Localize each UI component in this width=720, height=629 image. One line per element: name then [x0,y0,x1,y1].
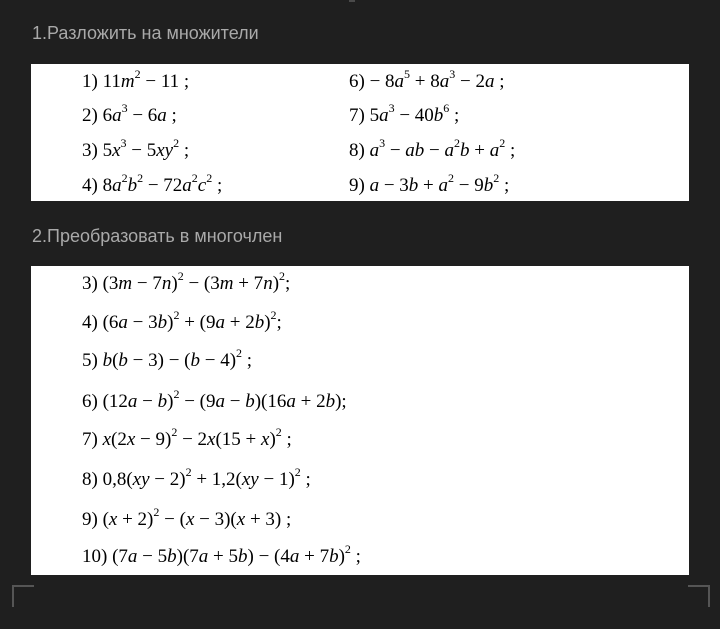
exercise-2-9: 9) $(x + 2)^2 - (x - 3)(x + 3)$ ; [82,505,292,530]
exercise-2-6: 6) $(12a - b)^2 - (9a - b)(16a + 2b)$; [82,387,347,412]
exercise-2-8: 8) 0,8(xy − 2)$^2$ + 1,2(xy − 1)$^2$ ; [82,465,311,490]
exercise-1-2: 2) $6a^3 - 6a$ ; [82,101,177,126]
crop-corner-right-icon [688,585,710,607]
crop-corner-left-icon [12,585,34,607]
exercise-1-1: 1) $11m^2 - 11$ ; [82,67,190,92]
exercise-1-4: 4) $8a^2b^2 - 72a^2c^2$ ; [82,171,223,196]
exercise-2-10: 10) $(7a - 5b)(7a + 5b) - (4a + 7b)^2$ ; [82,542,361,567]
exercise-1-9: 9) $a - 3b + a^2 - 9b^2$ ; [349,171,510,196]
exercise-2-4: 4) $(6a - 3b)^2 + (9a + 2b)^2$; [82,308,282,333]
polynomial-exercises-image [31,266,689,575]
exercise-1-7: 7) $5a^3 - 40b^6$ ; [349,101,460,126]
factor-exercises-image [31,64,689,201]
section-1-title: 1.Разложить на множители [32,23,259,43]
exercise-1-8: 8) $a^3$ − ab − $a^2b + a^2$ ; [349,136,516,161]
exercise-2-3: 3) $(3m - 7n)^2 - (3m + 7n)^2$; [82,269,291,294]
section-2-title: 2.Преобразовать в многочлен [32,226,283,246]
top-scroll-stub [349,0,355,2]
exercise-2-5: 5) $b(b - 3) - (b - 4)^2$ ; [82,346,253,371]
exercise-2-7: 7) $x(2x - 9)^2 - 2x(15 + x)^2$ ; [82,425,292,450]
exercise-1-6: $6) - 8a^5 + 8a^3 - 2a$ ; [349,67,505,92]
exercise-1-3: 3) $5x^3 - 5xy^2$ ; [82,136,190,161]
